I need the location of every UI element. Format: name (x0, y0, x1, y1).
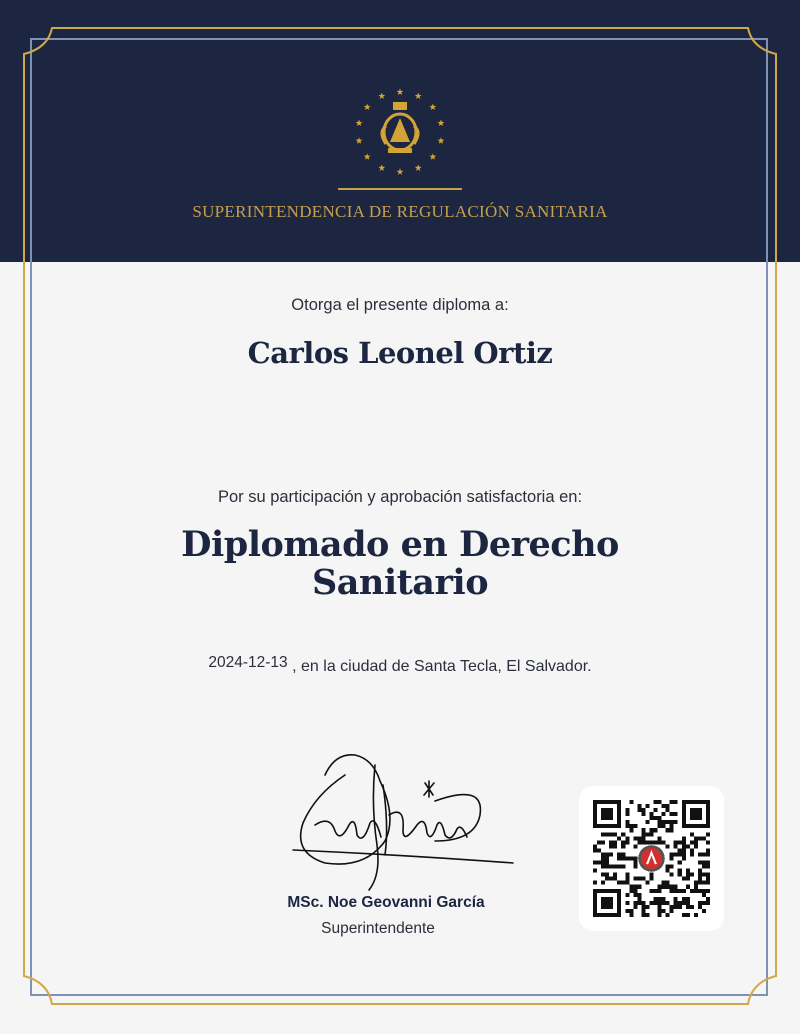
organization-name: SUPERINTENDENCIA DE REGULACIÓN SANITARIA (192, 202, 608, 221)
handwritten-signature (285, 745, 520, 895)
emblem-star (438, 137, 445, 144)
emblem-star (397, 168, 404, 175)
emblem-star (415, 164, 422, 171)
issue-date: 2024-12-13 (208, 654, 288, 671)
qr-code-icon[interactable] (593, 800, 710, 917)
course-title-line-1: Diplomado en Derecho (181, 524, 619, 565)
emblem-star (364, 153, 371, 160)
emblem-star (378, 164, 385, 171)
emblem-star (356, 137, 363, 144)
emblem-star (378, 92, 385, 99)
brand-logo-icon (637, 844, 665, 872)
signatory-name: MSc. Noe Geovanni García (287, 894, 485, 911)
course-title (160, 526, 640, 602)
qr-code-card[interactable] (579, 786, 724, 931)
emblem-star (415, 92, 422, 99)
emblem-star (364, 104, 371, 111)
signatory-title: Superintendente (321, 920, 435, 937)
date-location (0, 654, 800, 676)
location-text: , en la ciudad de Santa Tecla, El Salvador. (292, 658, 592, 675)
course-title-line-2: Sanitario (311, 562, 489, 603)
emblem-star (429, 153, 436, 160)
emblem-star (397, 89, 404, 96)
intro-text: Otorga el presente diploma a: (291, 296, 509, 314)
reason-text: Por su participación y aprobación satisfactoria en: (217, 488, 583, 506)
emblem-star (356, 120, 363, 127)
header-divider (338, 188, 462, 190)
recipient-name: Carlos Leonel Ortiz (247, 336, 553, 370)
emblem-star (429, 104, 436, 111)
coat-of-arms-icon (340, 82, 460, 182)
emblem-star (438, 120, 445, 127)
